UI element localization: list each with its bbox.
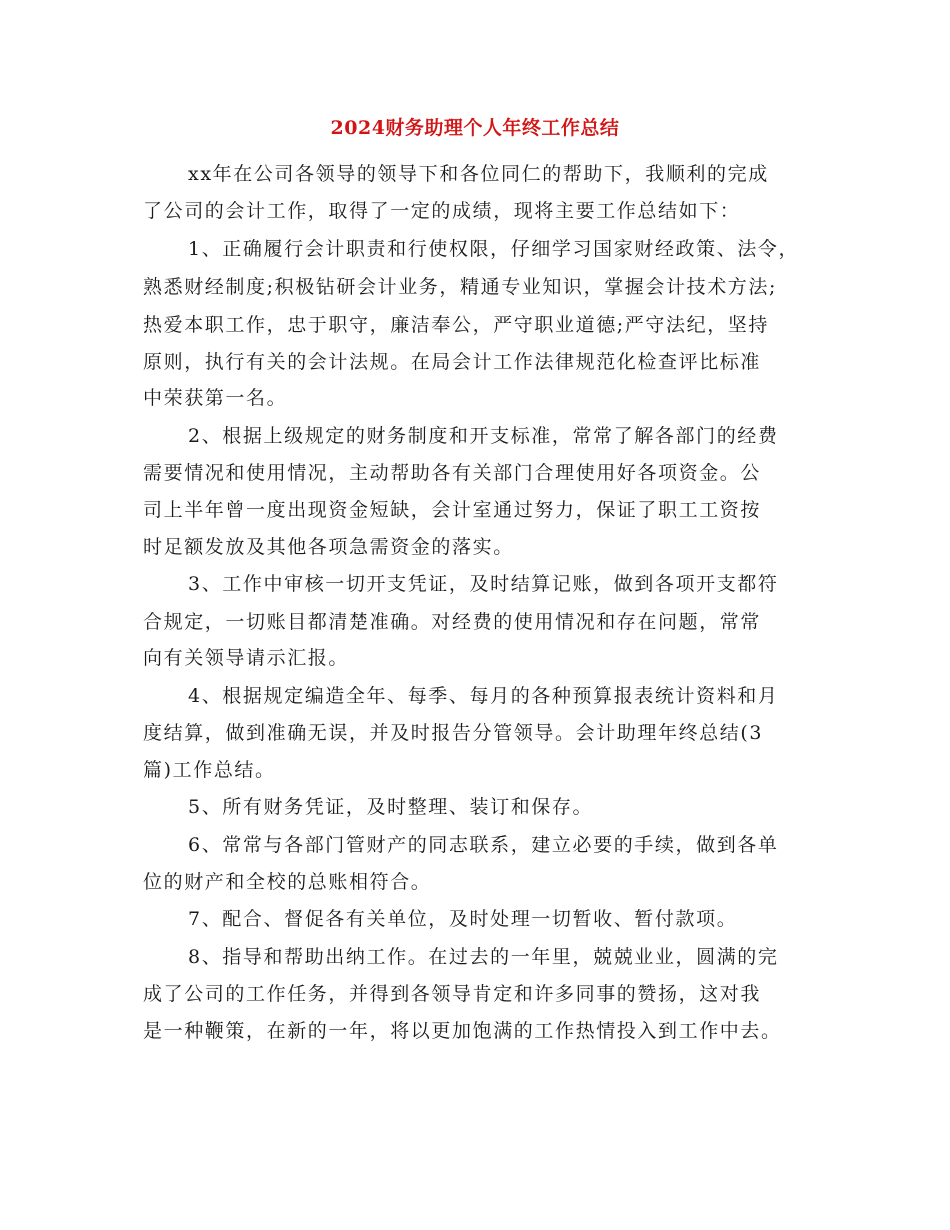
paragraph-line: 成了公司的工作任务，并得到各领导肯定和许多同事的赞扬，这对我 — [143, 983, 762, 1005]
paragraph-line: xx年在公司各领导的领导下和各位同仁的帮助下，我顺利的完成 — [188, 163, 769, 185]
paragraph-line: 是一种鞭策，在新的一年，将以更加饱满的工作热情投入到工作中去。 — [143, 1020, 782, 1042]
paragraph-line: 熟悉财经制度;积极钻研会计业务，精通专业知识，掌握会计技术方法; — [143, 276, 778, 298]
paragraph-line: 热爱本职工作，忠于职守，廉洁奉公，严守职业道德;严守法纪，坚持 — [143, 314, 770, 336]
paragraph-line: 3、工作中审核一切开支凭证，及时结算记账，做到各项开支都符 — [188, 573, 779, 595]
paragraph-line: 7、配合、督促各有关单位，及时处理一切暂收、暂付款项。 — [188, 908, 738, 930]
paragraph-line: 时足额发放及其他各项急需资金的落实。 — [143, 536, 514, 558]
document-title: 2024财务助理个人年终工作总结 — [330, 117, 620, 139]
paragraph-line: 4、根据规定编造全年、每季、每月的各种预算报表统计资料和月 — [188, 685, 779, 707]
paragraph-line: 8、指导和帮助出纳工作。在过去的一年里，兢兢业业，圆满的完 — [188, 946, 779, 968]
paragraph-line: 6、常常与各部门管财产的同志联系，建立必要的手续，做到各单 — [188, 834, 779, 856]
paragraph-line: 司上半年曾一度出现资金短缺，会计室通过努力，保证了职工工资按 — [143, 499, 762, 521]
paragraph-line: 1、正确履行会计职责和行使权限，仔细学习国家财经政策、法令， — [188, 238, 800, 260]
paragraph-line: 了公司的会计工作，取得了一定的成绩，现将主要工作总结如下： — [143, 200, 741, 222]
paragraph-line: 度结算，做到准确无误，并及时报告分管领导。会计助理年终总结(3 — [143, 722, 764, 744]
paragraph-line: 向有关领导请示汇报。 — [143, 647, 350, 669]
paragraph-line: 5、所有财务凭证，及时整理、装订和保存。 — [188, 796, 594, 818]
paragraph-line: 篇)工作总结。 — [143, 759, 276, 781]
paragraph-line: 原则，执行有关的会计法规。在局会计工作法律规范化检查评比标准 — [143, 351, 762, 373]
paragraph-line: 位的财产和全校的总账相符合。 — [143, 871, 432, 893]
paragraph-line: 合规定，一切账目都清楚准确。对经费的使用情况和存在问题，常常 — [143, 611, 762, 633]
paragraph-line: 需要情况和使用情况，主动帮助各有关部门合理使用好各项资金。公 — [143, 462, 762, 484]
paragraph-line: 2、根据上级规定的财务制度和开支标准，常常了解各部门的经费 — [188, 425, 779, 447]
paragraph-line: 中荣获第一名。 — [143, 387, 288, 409]
